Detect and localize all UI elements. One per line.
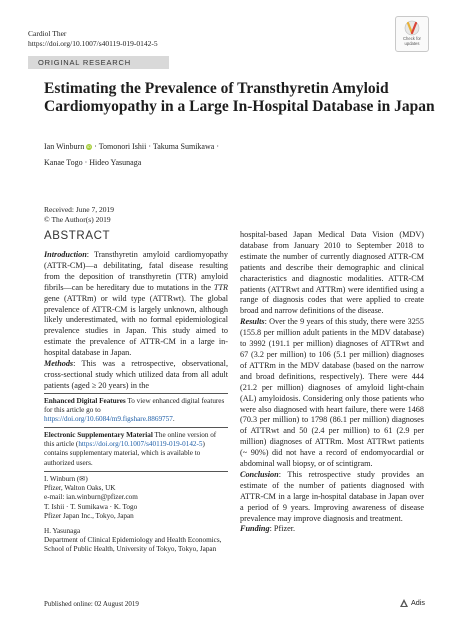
affiliation-email[interactable]: e-mail: ian.winburn@pfizer.com bbox=[44, 493, 138, 502]
copyright-line: © The Author(s) 2019 bbox=[44, 215, 111, 224]
article-type-banner: ORIGINAL RESEARCH bbox=[28, 56, 169, 69]
affiliation-name: T. Ishii · T. Sumikawa · K. Togo bbox=[44, 503, 138, 511]
affiliation-block bbox=[44, 527, 228, 555]
enhanced-digital-features-box: Enhanced Digital Features To view enhanced digital features for this article go to https://doi.org/10.6084/m9.figshare.8869757. bbox=[44, 397, 225, 424]
supplementary-material-box: Electronic Supplementary Material The online version of this article (https://doi.org/10.1007/s40119-019-0142-5) contains supplementary material, which is available to authorized users. bbox=[44, 431, 217, 467]
affiliation-org: Pfizer Japan Inc., Tokyo, Japan bbox=[44, 512, 134, 521]
author-name[interactable]: Ian Winburn bbox=[44, 142, 85, 151]
article-dates bbox=[44, 205, 114, 225]
crossmark-icon bbox=[404, 20, 420, 36]
journal-header bbox=[28, 29, 158, 49]
abstract-methods-continued: hospital-based Japan Medical Data Vision (MDV) database from January 2010 to September 2018 to estimate the number of currently diagnosed ATTR-CM patients and describe their demographic and clinical characteristics and diagnostic modalities. ATTR-CM patients (ATTRwt and ATTRm) were identified using a range of diagnosis codes that were applied to create broad and narrow definitions of the disease. bbox=[240, 230, 424, 316]
divider bbox=[44, 393, 228, 394]
divider bbox=[44, 471, 228, 472]
author-list bbox=[44, 139, 444, 171]
badge-label-2: updates bbox=[404, 41, 420, 46]
affiliation-name: I. Winburn (✉) bbox=[44, 475, 88, 483]
publisher-name: Adis bbox=[411, 598, 425, 607]
affiliation-name: H. Yasunaga bbox=[44, 527, 81, 535]
affiliation-org: Pfizer, Walton Oaks, UK bbox=[44, 484, 116, 493]
check-for-updates-badge[interactable] bbox=[395, 16, 429, 52]
badge-label-1: Check for bbox=[403, 36, 421, 41]
published-online-date: Published online: 02 August 2019 bbox=[44, 600, 139, 608]
affiliation-block bbox=[44, 475, 228, 503]
journal-name: Cardiol Ther bbox=[28, 29, 67, 38]
abstract-left-column bbox=[44, 250, 228, 392]
abstract-right-column bbox=[240, 230, 424, 535]
abstract-introduction: Introduction: Transthyretin amyloid cardiomyopathy (ATTR-CM)—a debilitating, fatal disease resulting from the deposition of transthyretin (TTR) amyloid fibrils—can be hereditary due to mutations in the TTR gene (ATTRm) or wild type (ATTRwt). The global prevalence of ATTR-CM is largely unknown, although likely underestimated, with no formal epidemiological prevalence studies in Japan. This study aimed to estimate the prevalence of ATTR-CM in a large in-hospital database in Japan. bbox=[44, 250, 228, 358]
article-doi-link[interactable]: https://doi.org/10.1007/s40119-019-0142-5 bbox=[28, 39, 158, 48]
abstract-results: Results: Over the 9 years of this study, there were 3255 (155.8 per million adult patients in the MDV database) to 3992 (191.1 per million) diagnoses of ATTRwt and 67 (3.2 per million) to 106 (5.1 per million) diagnoses of ATTRm in the MDV database (based on the narrow and broad definitions, respectively). There were 444 (21.2 per million) diagnoses of amyloid light-chain (AL) amyloidosis. Considering only those patients who were also diagnosed with heart failure, there were 1468 (70.3 per million) to 1798 (86.1 per million) diagnoses of ATTRwt and 50 (2.4 per million) to 61 (2.9 per million) diagnoses of ATTRm. Most ATTRwt patients (~ 90%) did not have a record of endomyocardial or abdominal wall biopsy, or of scintigram. bbox=[240, 317, 424, 469]
author-names-rest: · Tomonori Ishii · Takuma Sumikawa · bbox=[92, 142, 219, 151]
divider bbox=[44, 427, 228, 428]
abstract-methods: Methods: This was a retrospective, observational, cross-sectional study which utilized data from all adult patients (aged ≥ 20 years) in the bbox=[44, 359, 228, 390]
article-title: Estimating the Prevalence of Transthyretin Amyloid Cardiomyopathy in a Large In-Hospital Database in Japan bbox=[44, 80, 435, 115]
received-date: Received: June 7, 2019 bbox=[44, 205, 114, 214]
abstract-conclusion: Conclusion: This retrospective study provides an estimate of the number of patients diagnosed with ATTR-CM in a large in-hospital database in Japan over a period of 9 years. Improving awareness of disease prevalence may improve diagnosis and treatment. bbox=[240, 469, 424, 523]
affiliation-block bbox=[44, 503, 228, 521]
supplementary-doi-link[interactable]: https://doi.org/10.1007/s40119-019-0142-5 bbox=[78, 440, 203, 449]
adis-logo-icon bbox=[400, 599, 408, 607]
abstract-funding: Funding: Pfizer. bbox=[240, 524, 296, 534]
orcid-icon[interactable]: iD bbox=[87, 144, 92, 149]
affiliation-org: Department of Clinical Epidemiology and Health Economics, School of Public Health, University of Tokyo, Tokyo, Japan bbox=[44, 536, 222, 554]
author-names-line2: Kanae Togo · Hideo Yasunaga bbox=[44, 158, 142, 167]
abstract-heading: ABSTRACT bbox=[44, 230, 111, 242]
publisher-logo bbox=[400, 598, 425, 607]
figshare-link[interactable]: https://doi.org/10.6084/m9.figshare.8869757 bbox=[44, 415, 173, 424]
